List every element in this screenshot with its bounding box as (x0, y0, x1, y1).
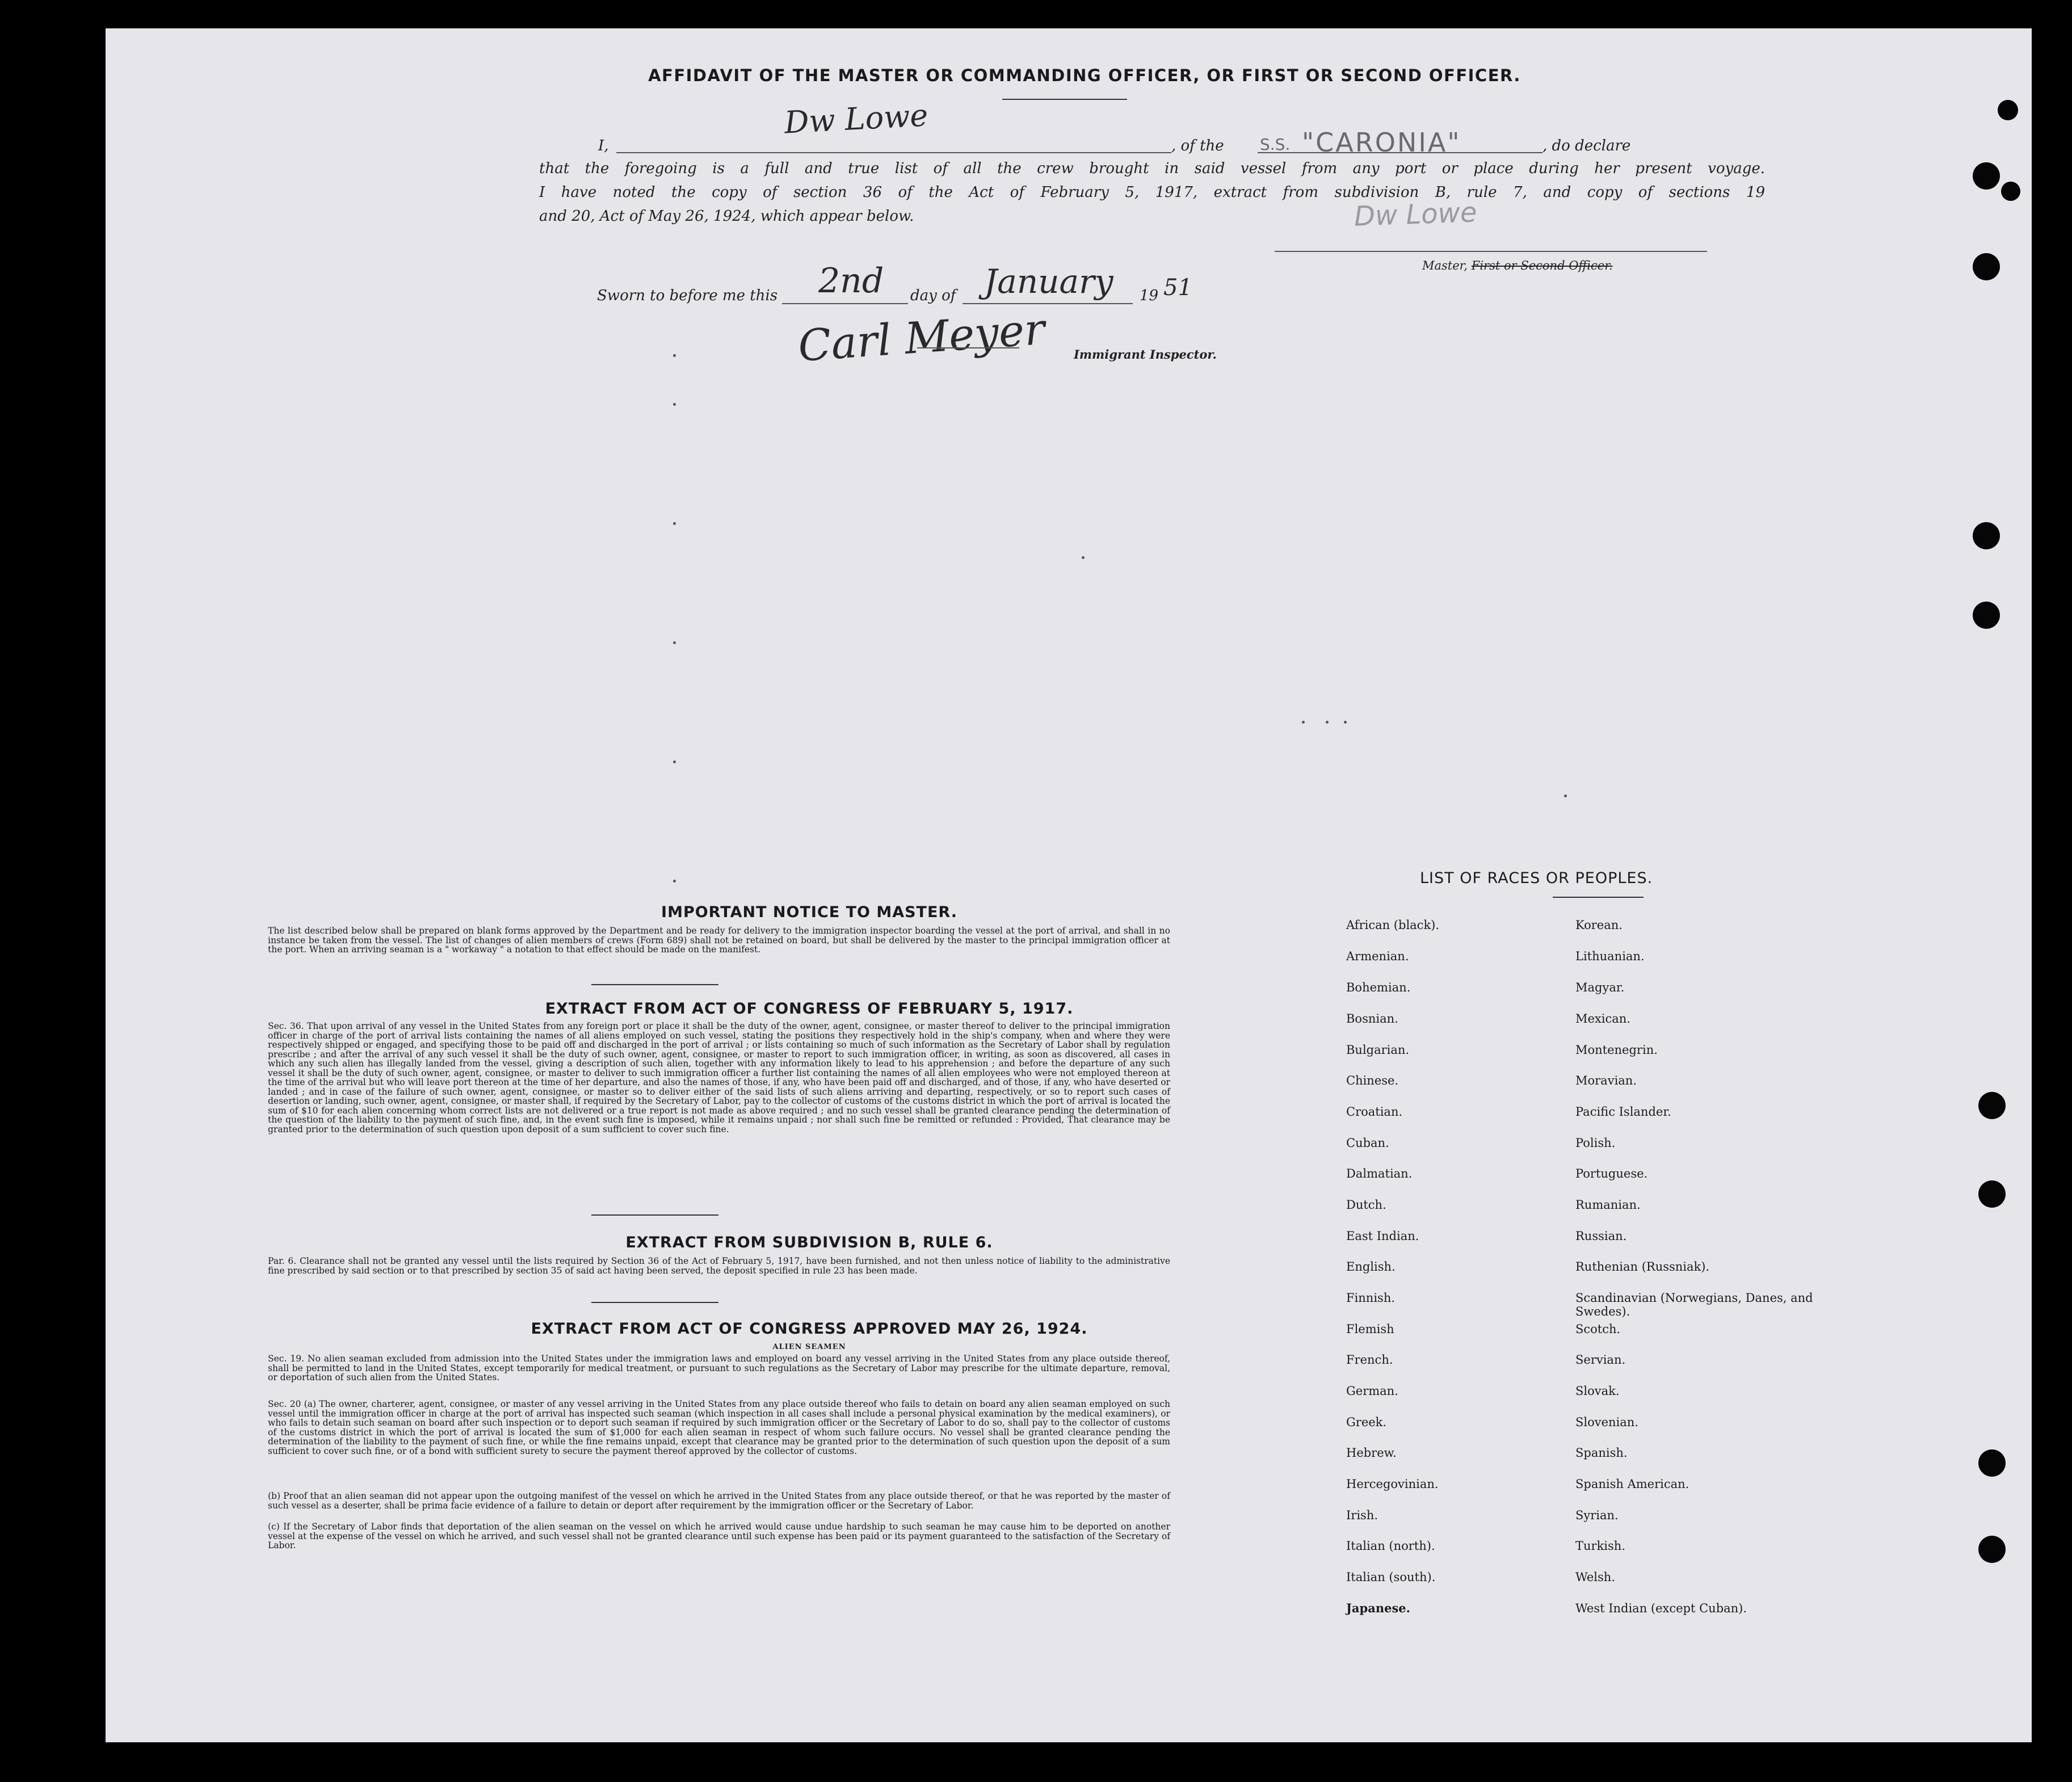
do-declare-label: , do declare (1543, 137, 1631, 154)
ship-fill-line (1258, 152, 1543, 153)
month-fill-line (963, 303, 1133, 304)
punch-hole (1978, 1180, 2006, 1208)
punch-hole (1973, 602, 2000, 629)
race-left-11: English. (1346, 1260, 1396, 1274)
affidavit-title: AFFIDAVIT OF THE MASTER OR COMMANDING OFFICER, OR FIRST OR SECOND OFFICER. (648, 66, 1521, 85)
race-right-11: Ruthenian (Russniak). (1575, 1260, 1710, 1274)
race-left-21: Italian (south). (1346, 1570, 1436, 1584)
race-left-7: Cuban. (1346, 1136, 1389, 1150)
punch-hole (1973, 162, 2000, 190)
race-right-10: Russian. (1575, 1229, 1627, 1243)
of-the-label: , of the (1171, 137, 1224, 154)
race-left-14: French. (1346, 1353, 1393, 1367)
race-right-19: Syrian. (1575, 1508, 1619, 1522)
race-left-2: Bohemian. (1346, 981, 1411, 994)
race-left-12: Finnish. (1346, 1291, 1396, 1305)
notice-body: The list described below shall be prepared on blank forms approved by the Department and be ready for delivery to the immigration inspector boarding the vessel at the port of arrival, and shall in no instance be taken from the vessel. The list of changes of alien members of crews (Form 689) shall not be retained on board, but shall be delivered by the master to the principal immigration officer at the port. When an arriving seaman is a " workaway " a notation to that effect should be made on the manifest. (268, 926, 1170, 955)
speck (1326, 721, 1329, 724)
race-right-7: Polish. (1575, 1136, 1616, 1150)
race-left-16: Greek. (1346, 1415, 1387, 1429)
ship-prefix: S.S. (1260, 135, 1291, 154)
punch-hole (1998, 100, 2018, 120)
sec-20a-body: Sec. 20 (a) The owner, charterer, agent, consignee, or master of any vessel arriving in the United States from any place outside thereof who fails to detain on board any alien seaman employed on such vessel until the immigration officer in charge at the port of arrival has inspected such seaman (which inspection in all cases shall include a personal physical examination by the medical examiners), or who fails to detain such seaman on board after such inspection or to deport such seaman if required by such immigration officer or the Secretary of Labor to do so, shall pay to the collector of customs of the customs district in which the port of arrival is located the sum of $1,000 for each alien seaman in respect of whom such failure occurs. No vessel shall be granted clearance pending the determination of the liability to the payment of such fine, or while the fine remains unpaid, except that clearance may be granted prior to the determination of such question upon the deposit of a sum sufficient to cover such fine, or of a bond with sufficient surety to secure the payment thereof approved by the collector of customs. (268, 1399, 1170, 1456)
race-left-3: Bosnian. (1346, 1012, 1398, 1026)
master-label (1422, 259, 1613, 272)
race-right-2: Magyar. (1575, 981, 1625, 994)
race-right-0: Korean. (1575, 918, 1623, 932)
speck (1564, 795, 1567, 797)
inspector-signature: Carl Meyer (796, 303, 1046, 372)
race-right-13: Scotch. (1575, 1322, 1621, 1336)
race-right-22: West Indian (except Cuban). (1575, 1602, 1747, 1615)
title-underline (1002, 99, 1127, 100)
struck-officer-text: First or Second Officer. (1471, 259, 1613, 272)
sworn-day: 2nd (818, 261, 884, 301)
punch-hole (1973, 522, 2000, 549)
race-left-10: East Indian. (1346, 1229, 1419, 1243)
punch-hole (1978, 1449, 2006, 1477)
race-left-9: Dutch. (1346, 1198, 1386, 1212)
race-right-21: Welsh. (1575, 1570, 1615, 1584)
race-right-6: Pacific Islander. (1575, 1105, 1671, 1119)
master-signature: Dw Lowe (783, 97, 929, 141)
speck (673, 880, 676, 882)
race-left-20: Italian (north). (1346, 1539, 1435, 1553)
name-fill-line (616, 152, 1171, 153)
speck (673, 522, 676, 525)
race-right-17: Spanish. (1575, 1446, 1628, 1460)
inspector-label: Immigrant Inspector. (1074, 347, 1217, 362)
race-right-14: Servian. (1575, 1353, 1626, 1367)
race-left-18: Hercegovinian. (1346, 1477, 1439, 1491)
declaration-line-3: I have noted the copy of section 36 of the Act of February 5, 1917, extract from subdivision B, rule 7, and copy of sections 19 (539, 184, 1765, 201)
race-left-17: Hebrew. (1346, 1446, 1397, 1460)
race-left-5: Chinese. (1346, 1074, 1399, 1087)
race-right-1: Lithuanian. (1575, 949, 1645, 963)
i-label: I, (598, 137, 609, 154)
sec-20c-body: (c) If the Secretary of Labor finds that deportation of the alien seaman on the vessel on which he arrived would cause undue hardship to such seaman he may cause him to be deported on another vessel at the expense of the vessel on which he arrived, and such vessel shall not be granted clearance until such expense has been paid or its payment guaranteed to the satisfaction of the Secretary of Labor. (268, 1522, 1170, 1550)
race-right-18: Spanish American. (1575, 1477, 1689, 1491)
speck (673, 354, 676, 357)
race-right-9: Rumanian. (1575, 1198, 1641, 1212)
speck (1302, 721, 1305, 724)
race-left-15: German. (1346, 1384, 1398, 1398)
race-left-1: Armenian. (1346, 949, 1409, 963)
race-right-4: Montenegrin. (1575, 1043, 1658, 1057)
alien-seamen-subtitle: ALIEN SEAMEN (772, 1343, 846, 1351)
ship-name: "CARONIA" (1302, 127, 1461, 158)
punch-hole (1973, 253, 2000, 280)
notice-title: IMPORTANT NOTICE TO MASTER. (661, 903, 957, 921)
declaration-line-4: and 20, Act of May 26, 1924, which appear below. (539, 208, 914, 225)
sworn-label: Sworn to before me this (597, 287, 778, 304)
divider (591, 1214, 718, 1216)
divider (591, 984, 718, 985)
document-page (106, 28, 2032, 1742)
extract-1917-body: Sec. 36. That upon arrival of any vessel in the United States from any foreign port or place it shall be the duty of the owner, agent, consignee, or master thereof to deliver to the principal immigration officer in charge of the port of arrival lists containing the names of all aliens employed on such vessel, stating the positions they respectively hold in the ship's company, when and where they were respectively shipped or engaged, and specifying those to be paid off and discharged in the port of arrival ; or lists containing so much of such information as the Secretary of Labor shall by regulation prescribe ; and after the arrival of any such vessel it shall be the duty of such owner, agent, consignee, or master to report to such immigration officer, in writing, as soon as discovered, all cases in which any such alien has illegally landed from the vessel, giving a description of such alien, together with any information likely to lead to his apprehension ; and before the departure of any such vessel it shall be the duty of such owner, agent, consignee, or master to deliver to such immigration officer a further list containing the names of all alien employees who were not employed thereon at the time of the arrival but who will leave port thereon at the time of her departure, and also the names of those, if any, who have been paid off and discharged, and of those, if any, who have deserted or landed ; and in case of the failure of such owner, agent, consignee, or master so to deliver either of the said lists of such aliens arriving and departing, respectively, or so to report such cases of desertion or landing, such owner, agent, consignee, or master shall, if required by the Secretary of Labor, pay to the collector of customs of the customs district in which the port of arrival is located the sum of $10 for each alien concerning whom correct lists are not delivered or a true report is not made as above required ; and no such vessel shall be granted clearance pending the determination of the question of the liability to the payment of such fine, and, in the event such fine is imposed, while it remains unpaid ; nor shall such fine be remitted or refunded : Provided, That clearance may be granted prior to the determination of such question upon deposit of a sum sufficient to cover such fine. (268, 1021, 1170, 1134)
day-of-label: day of (910, 287, 956, 304)
race-left-22: Japanese. (1346, 1601, 1410, 1615)
race-right-12: Scandinavian (Norwegians, Danes, and Swedes). (1575, 1291, 1813, 1318)
sec-20b-body: (b) Proof that an alien seaman did not appear upon the outgoing manifest of the vessel on which he arrived in the United States from any place outside thereof, or that he was reported by the master of such vessel as a deserter, shall be prima facie evidence of a failure to detain or deport after requirement by the immigration officer or the Secretary of Labor. (268, 1491, 1170, 1511)
year-prefix: 19 (1140, 287, 1159, 304)
speck (673, 760, 676, 763)
subdivision-b-body: Par. 6. Clearance shall not be granted any vessel until the lists required by Section 36 of the Act of February 5, 1917, have been furnished, and not then unless notice of liability to the administrative fine prescribed by said section or to that prescribed by section 35 of said act having been served, the deposit specified in rule 23 has been made. (268, 1256, 1170, 1276)
races-title: LIST OF RACES OR PEOPLES. (1420, 869, 1653, 887)
master-fill-line (1275, 251, 1707, 252)
speck (1344, 721, 1347, 724)
extract-1917-title: EXTRACT FROM ACT OF CONGRESS OF FEBRUARY 5, 1917. (545, 1000, 1074, 1018)
divider (591, 1302, 718, 1303)
sec-19-body: Sec. 19. No alien seaman excluded from admission into the United States under the immigration laws and employed on board any vessel arriving in the United States from any place outside thereof, shall be permitted to land in the United States, except temporarily for medical treatment, or pursuant to such regulations as the Secretary of Labor may prescribe for the ultimate departure, removal, or deportation of such alien from the United States. (268, 1354, 1170, 1382)
race-left-6: Croatian. (1346, 1105, 1403, 1119)
races-underline (1553, 897, 1644, 898)
race-left-4: Bulgarian. (1346, 1043, 1410, 1057)
race-left-0: African (black). (1346, 918, 1440, 932)
race-right-15: Slovak. (1575, 1384, 1620, 1398)
race-left-13: Flemish (1346, 1322, 1394, 1336)
punch-hole (2001, 182, 2020, 201)
speck (673, 641, 676, 644)
race-right-20: Turkish. (1575, 1539, 1625, 1553)
sworn-month: January (984, 262, 1113, 301)
race-right-16: Slovenian. (1575, 1415, 1638, 1429)
race-left-8: Dalmatian. (1346, 1167, 1413, 1180)
subdivision-b-title: EXTRACT FROM SUBDIVISION B, RULE 6. (625, 1234, 993, 1251)
race-right-5: Moravian. (1575, 1074, 1637, 1087)
race-right-8: Portuguese. (1575, 1167, 1648, 1180)
race-left-19: Irish. (1346, 1508, 1378, 1522)
sworn-year: 51 (1163, 275, 1192, 301)
master-label-text: Master, (1422, 259, 1468, 272)
race-right-3: Mexican. (1575, 1012, 1630, 1026)
day-fill-line (782, 303, 908, 304)
punch-hole (1978, 1092, 2006, 1119)
punch-hole (1978, 1536, 2006, 1563)
inspector-fill-line (917, 347, 1019, 348)
speck (1082, 556, 1085, 559)
extract-1924-title: EXTRACT FROM ACT OF CONGRESS APPROVED MAY 26, 1924. (531, 1320, 1088, 1338)
signature-stamp: Dw Lowe (1354, 196, 1478, 233)
speck (673, 403, 676, 406)
declaration-line-2: that the foregoing is a full and true list of all the crew brought in said vessel from any port or place during her present voyage. (539, 160, 1765, 177)
